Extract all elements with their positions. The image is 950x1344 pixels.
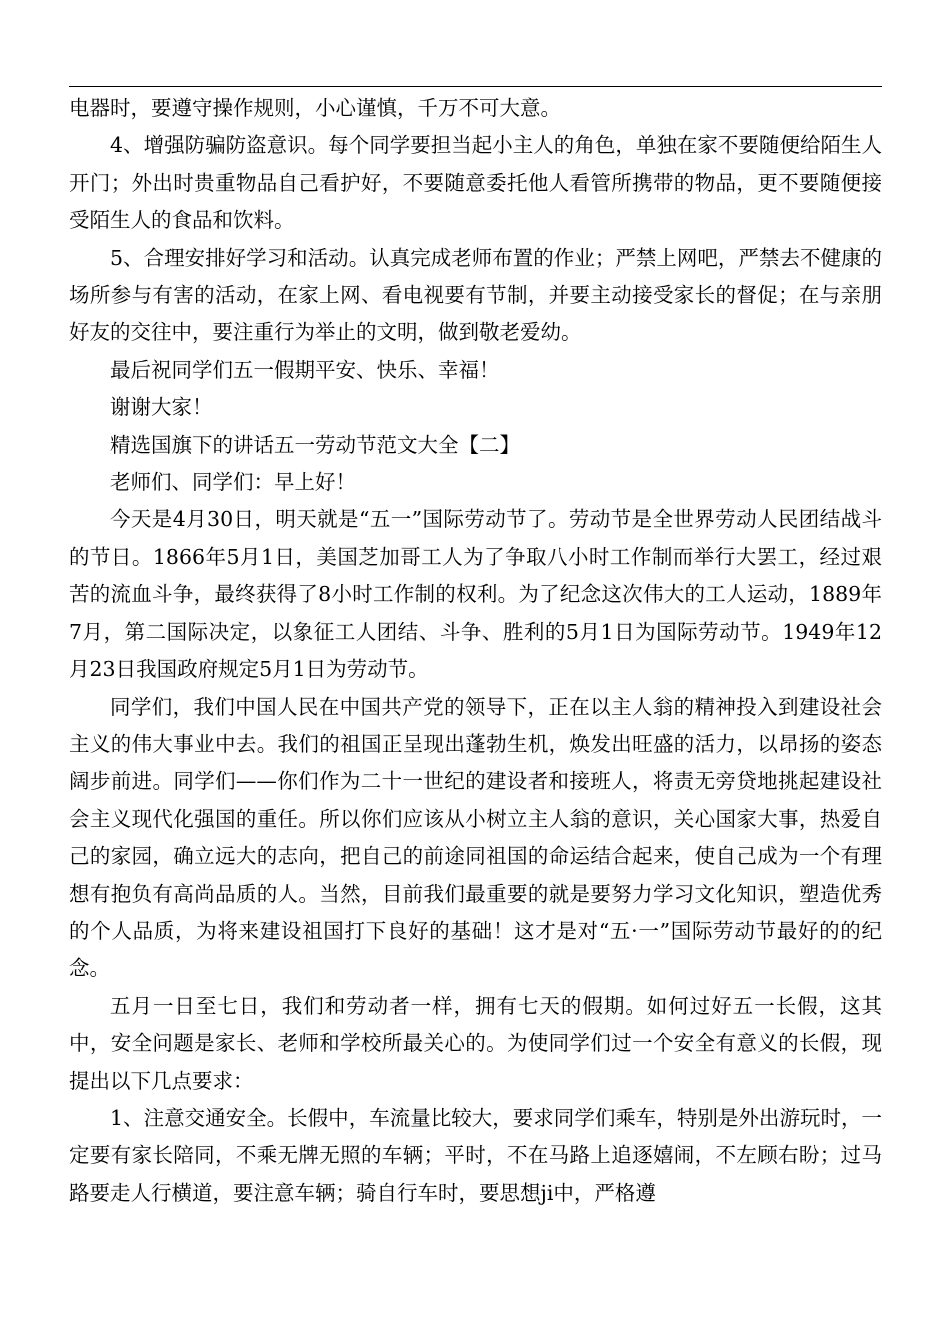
paragraph-item-5: 5、合理安排好学习和活动。认真完成老师布置的作业；严禁上网吧，严禁去不健康的场所参与有害的活动，在家上网、看电视要有节制，并要主动接受家长的督促；在与亲朋好友的交往中，要注重行为举止的文明，做到敬老爱幼。 — [69, 245, 882, 345]
paragraph-greeting: 老师们、同学们：早上好！ — [110, 470, 356, 495]
paragraph-item-4: 4、增强防骗防盗意识。每个同学要担当起小主人的角色，单独在家不要随便给陌生人开门；外出时贵重物品自己看护好，不要随意委托他人看管所携带的物品，更不要随便接受陌生人的食品和饮料。 — [69, 133, 882, 233]
header-rule — [69, 86, 882, 87]
section-heading: 精选国旗下的讲话五一劳动节范文大全【二】 — [110, 432, 520, 457]
paragraph-history: 今天是4月30日，明天就是“五一”国际劳动节了。劳动节是全世界劳动人民团结战斗的节日。1866年5月1日，美国芝加哥工人为了争取八小时工作制而举行大罢工，经过艰苦的流血斗争，最终获得了8小时工作制的权利。为了纪念这次伟大的工人运动，1889年7月，第二国际决定，以象征工人团结、斗争、胜利的5月1日为国际劳动节。1949年12月23日我国政府规定5月1日为劳动节。 — [69, 507, 882, 682]
paragraph-continuation: 电器时，要遵守操作规则，小心谨慎，千万不可大意。 — [69, 96, 561, 120]
paragraph-item-1: 1、注意交通安全。长假中，车流量比较大，要求同学们乘车，特别是外出游玩时，一定要有家长陪同，不乘无牌无照的车辆；平时，不在马路上追逐嬉闹，不左顾右盼；过马路要走人行横道，要注意车辆；骑自行车时，要思想ji中，严格遵 — [69, 1105, 882, 1205]
paragraph-thanks: 谢谢大家！ — [110, 395, 213, 420]
paragraph-motivation: 同学们，我们中国人民在中国共产党的领导下，正在以主人翁的精神投入到建设社会主义的伟大事业中去。我们的祖国正呈现出蓬勃生机，焕发出旺盛的活力，以昂扬的姿态阔步前进。同学们——你们作为二十一世纪的建设者和接班人，将责无旁贷地挑起建设社会主义现代化强国的重任。所以你们应该从小树立主人翁的意识，关心国家大事，热爱自己的家园，确立远大的志向，把自己的前途同祖国的命运结合起来，使自己成为一个有理想有抱负有高尚品质的人。当然，目前我们最重要的就是要努力学习文化知识，塑造优秀的个人品质，为将来建设祖国打下良好的基础！这才是对“五·一”国际劳动节最好的的纪念。 — [69, 694, 882, 981]
paragraph-holiday-intro: 五月一日至七日，我们和劳动者一样，拥有七天的假期。如何过好五一长假，这其中，安全问题是家长、老师和学校所最关心的。为使同学们过一个安全有意义的长假，现提出以下几点要求： — [69, 993, 882, 1093]
paragraph-closing-wish: 最后祝同学们五一假期平安、快乐、幸福！ — [110, 357, 500, 382]
document-body — [69, 90, 882, 1212]
